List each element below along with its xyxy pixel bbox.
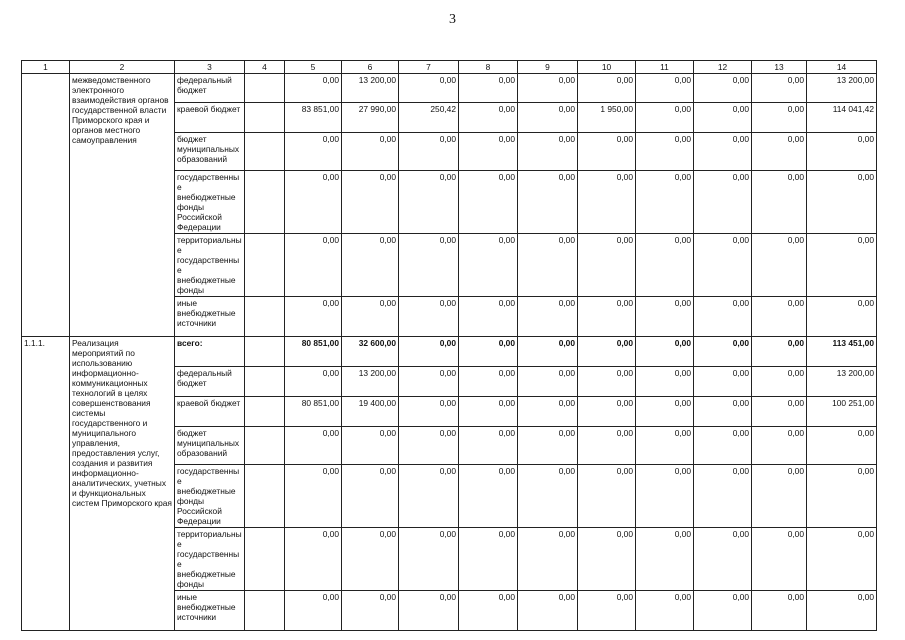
amount-value: 0,00: [459, 465, 518, 528]
column-header: 4: [245, 61, 285, 74]
amount-value: 0,00: [399, 133, 459, 171]
amount-value: 0,00: [518, 427, 578, 465]
total-value: 0,00: [807, 427, 877, 465]
total-value: 0,00: [807, 171, 877, 234]
amount-value: 0,00: [518, 74, 578, 103]
amount-value: 0,00: [694, 171, 752, 234]
amount-value: 0,00: [694, 234, 752, 297]
funding-source: федеральный бюджет: [175, 74, 245, 103]
column-4-cell: [245, 103, 285, 133]
table-row: [22, 337, 877, 367]
column-header: 1: [22, 61, 70, 74]
amount-value: 0,00: [342, 234, 399, 297]
amount-value: 0,00: [518, 397, 578, 427]
amount-value: 0,00: [518, 171, 578, 234]
total-value: 0,00: [807, 465, 877, 528]
funding-source: бюджет муниципальных образований: [175, 133, 245, 171]
amount-value: 0,00: [578, 427, 636, 465]
amount-value: 0,00: [285, 427, 342, 465]
amount-value: 0,00: [285, 297, 342, 337]
amount-value: 0,00: [752, 74, 807, 103]
amount-value: 0,00: [399, 465, 459, 528]
total-value: 100 251,00: [807, 397, 877, 427]
amount-value: 13 200,00: [342, 367, 399, 397]
column-4-cell: [245, 74, 285, 103]
amount-value: 0,00: [636, 397, 694, 427]
header-row: [22, 61, 877, 74]
budget-table: [21, 60, 877, 631]
funding-source: всего:: [175, 337, 245, 367]
amount-value: 0,00: [752, 397, 807, 427]
amount-value: 0,00: [459, 133, 518, 171]
column-header: 3: [175, 61, 245, 74]
amount-value: 0,00: [459, 397, 518, 427]
amount-value: 0,00: [694, 337, 752, 367]
column-4-cell: [245, 591, 285, 631]
amount-value: 0,00: [636, 103, 694, 133]
amount-value: 0,00: [636, 133, 694, 171]
column-4-cell: [245, 337, 285, 367]
column-header: 8: [459, 61, 518, 74]
column-header: 10: [578, 61, 636, 74]
amount-value: 0,00: [752, 591, 807, 631]
amount-value: 0,00: [752, 171, 807, 234]
amount-value: 0,00: [342, 528, 399, 591]
funding-source: государственные внебюджетные фонды Российской Федерации: [175, 465, 245, 528]
amount-value: 0,00: [285, 234, 342, 297]
amount-value: 0,00: [342, 591, 399, 631]
amount-value: 0,00: [578, 171, 636, 234]
column-4-cell: [245, 528, 285, 591]
total-value: 113 451,00: [807, 337, 877, 367]
column-header: 2: [70, 61, 175, 74]
total-value: 0,00: [807, 591, 877, 631]
amount-value: 0,00: [399, 528, 459, 591]
amount-value: 0,00: [518, 591, 578, 631]
amount-value: 0,00: [459, 337, 518, 367]
amount-value: 0,00: [578, 297, 636, 337]
amount-value: 0,00: [578, 397, 636, 427]
amount-value: 0,00: [636, 465, 694, 528]
amount-value: 250,42: [399, 103, 459, 133]
amount-value: 0,00: [399, 337, 459, 367]
funding-source: федеральный бюджет: [175, 367, 245, 397]
amount-value: 1 950,00: [578, 103, 636, 133]
amount-value: 0,00: [399, 591, 459, 631]
amount-value: 0,00: [578, 528, 636, 591]
amount-value: 0,00: [636, 427, 694, 465]
amount-value: 0,00: [399, 171, 459, 234]
item-title: Реализация мероприятий по использованию информационно-коммуникационных технологий в целях совершенствования системы государственного и муниципального управления, предоставления услуг, создания и развития информационно-аналитических, учетных и функциональных систем Приморского края: [70, 337, 175, 631]
amount-value: 0,00: [694, 397, 752, 427]
amount-value: 0,00: [636, 297, 694, 337]
amount-value: 0,00: [694, 74, 752, 103]
amount-value: 0,00: [694, 133, 752, 171]
amount-value: 0,00: [518, 528, 578, 591]
amount-value: 0,00: [752, 465, 807, 528]
amount-value: 0,00: [459, 103, 518, 133]
column-4-cell: [245, 397, 285, 427]
column-header: 5: [285, 61, 342, 74]
column-header: 14: [807, 61, 877, 74]
amount-value: 0,00: [342, 465, 399, 528]
column-header: 7: [399, 61, 459, 74]
amount-value: 0,00: [518, 337, 578, 367]
amount-value: 0,00: [578, 133, 636, 171]
amount-value: 83 851,00: [285, 103, 342, 133]
column-header: 12: [694, 61, 752, 74]
amount-value: 0,00: [636, 337, 694, 367]
funding-source: государственные внебюджетные фонды Российской Федерации: [175, 171, 245, 234]
column-header: 6: [342, 61, 399, 74]
amount-value: 0,00: [399, 234, 459, 297]
amount-value: 0,00: [578, 74, 636, 103]
table-row: [22, 74, 877, 103]
amount-value: 0,00: [752, 234, 807, 297]
amount-value: 0,00: [752, 133, 807, 171]
page-number: 3: [449, 12, 456, 27]
amount-value: 0,00: [342, 133, 399, 171]
amount-value: 0,00: [578, 337, 636, 367]
amount-value: 0,00: [694, 103, 752, 133]
amount-value: 32 600,00: [342, 337, 399, 367]
amount-value: 0,00: [459, 74, 518, 103]
amount-value: 0,00: [694, 427, 752, 465]
amount-value: 13 200,00: [342, 74, 399, 103]
amount-value: 0,00: [694, 367, 752, 397]
amount-value: 0,00: [636, 171, 694, 234]
amount-value: 0,00: [636, 591, 694, 631]
amount-value: 27 990,00: [342, 103, 399, 133]
column-4-cell: [245, 234, 285, 297]
item-code: 1.1.1.: [22, 337, 70, 631]
amount-value: 0,00: [459, 591, 518, 631]
column-4-cell: [245, 427, 285, 465]
amount-value: 0,00: [285, 171, 342, 234]
funding-source: территориальные государственные внебюджетные фонды: [175, 234, 245, 297]
amount-value: 0,00: [694, 297, 752, 337]
amount-value: 0,00: [342, 171, 399, 234]
column-header: 9: [518, 61, 578, 74]
amount-value: 0,00: [399, 397, 459, 427]
amount-value: 0,00: [636, 234, 694, 297]
total-value: 0,00: [807, 133, 877, 171]
column-4-cell: [245, 133, 285, 171]
column-header: 11: [636, 61, 694, 74]
funding-source: бюджет муниципальных образований: [175, 427, 245, 465]
funding-source: территориальные государственные внебюджетные фонды: [175, 528, 245, 591]
amount-value: 0,00: [636, 367, 694, 397]
amount-value: 0,00: [518, 465, 578, 528]
total-value: 0,00: [807, 234, 877, 297]
amount-value: 0,00: [578, 234, 636, 297]
amount-value: 0,00: [752, 103, 807, 133]
total-value: 114 041,42: [807, 103, 877, 133]
amount-value: 0,00: [285, 465, 342, 528]
amount-value: 0,00: [518, 367, 578, 397]
amount-value: 0,00: [752, 367, 807, 397]
total-value: 0,00: [807, 297, 877, 337]
amount-value: 0,00: [399, 297, 459, 337]
amount-value: 0,00: [752, 528, 807, 591]
amount-value: 0,00: [752, 337, 807, 367]
amount-value: 0,00: [752, 427, 807, 465]
item-code: [22, 74, 70, 337]
column-4-cell: [245, 297, 285, 337]
amount-value: 0,00: [518, 103, 578, 133]
amount-value: 0,00: [285, 367, 342, 397]
funding-source: краевой бюджет: [175, 397, 245, 427]
column-header: 13: [752, 61, 807, 74]
funding-source: иные внебюджетные источники: [175, 297, 245, 337]
amount-value: 0,00: [459, 297, 518, 337]
total-value: 13 200,00: [807, 367, 877, 397]
amount-value: 0,00: [342, 427, 399, 465]
amount-value: 80 851,00: [285, 337, 342, 367]
item-title: межведомственного электронного взаимодействия органов государственной власти Приморского края и органов местного самоуправления: [70, 74, 175, 337]
amount-value: 0,00: [399, 427, 459, 465]
amount-value: 0,00: [285, 528, 342, 591]
column-4-cell: [245, 367, 285, 397]
column-4-cell: [245, 465, 285, 528]
total-value: 13 200,00: [807, 74, 877, 103]
amount-value: 0,00: [578, 591, 636, 631]
amount-value: 0,00: [399, 74, 459, 103]
amount-value: 0,00: [459, 528, 518, 591]
amount-value: 80 851,00: [285, 397, 342, 427]
amount-value: 0,00: [578, 367, 636, 397]
column-4-cell: [245, 171, 285, 234]
amount-value: 0,00: [636, 528, 694, 591]
amount-value: 0,00: [518, 234, 578, 297]
amount-value: 0,00: [342, 297, 399, 337]
amount-value: 0,00: [518, 297, 578, 337]
amount-value: 0,00: [694, 465, 752, 528]
total-value: 0,00: [807, 528, 877, 591]
amount-value: 0,00: [636, 74, 694, 103]
funding-source: иные внебюджетные источники: [175, 591, 245, 631]
amount-value: 19 400,00: [342, 397, 399, 427]
amount-value: 0,00: [694, 591, 752, 631]
amount-value: 0,00: [285, 591, 342, 631]
amount-value: 0,00: [694, 528, 752, 591]
amount-value: 0,00: [459, 171, 518, 234]
amount-value: 0,00: [285, 133, 342, 171]
amount-value: 0,00: [752, 297, 807, 337]
amount-value: 0,00: [459, 234, 518, 297]
amount-value: 0,00: [459, 367, 518, 397]
amount-value: 0,00: [518, 133, 578, 171]
funding-source: краевой бюджет: [175, 103, 245, 133]
amount-value: 0,00: [578, 465, 636, 528]
amount-value: 0,00: [285, 74, 342, 103]
amount-value: 0,00: [459, 427, 518, 465]
amount-value: 0,00: [399, 367, 459, 397]
